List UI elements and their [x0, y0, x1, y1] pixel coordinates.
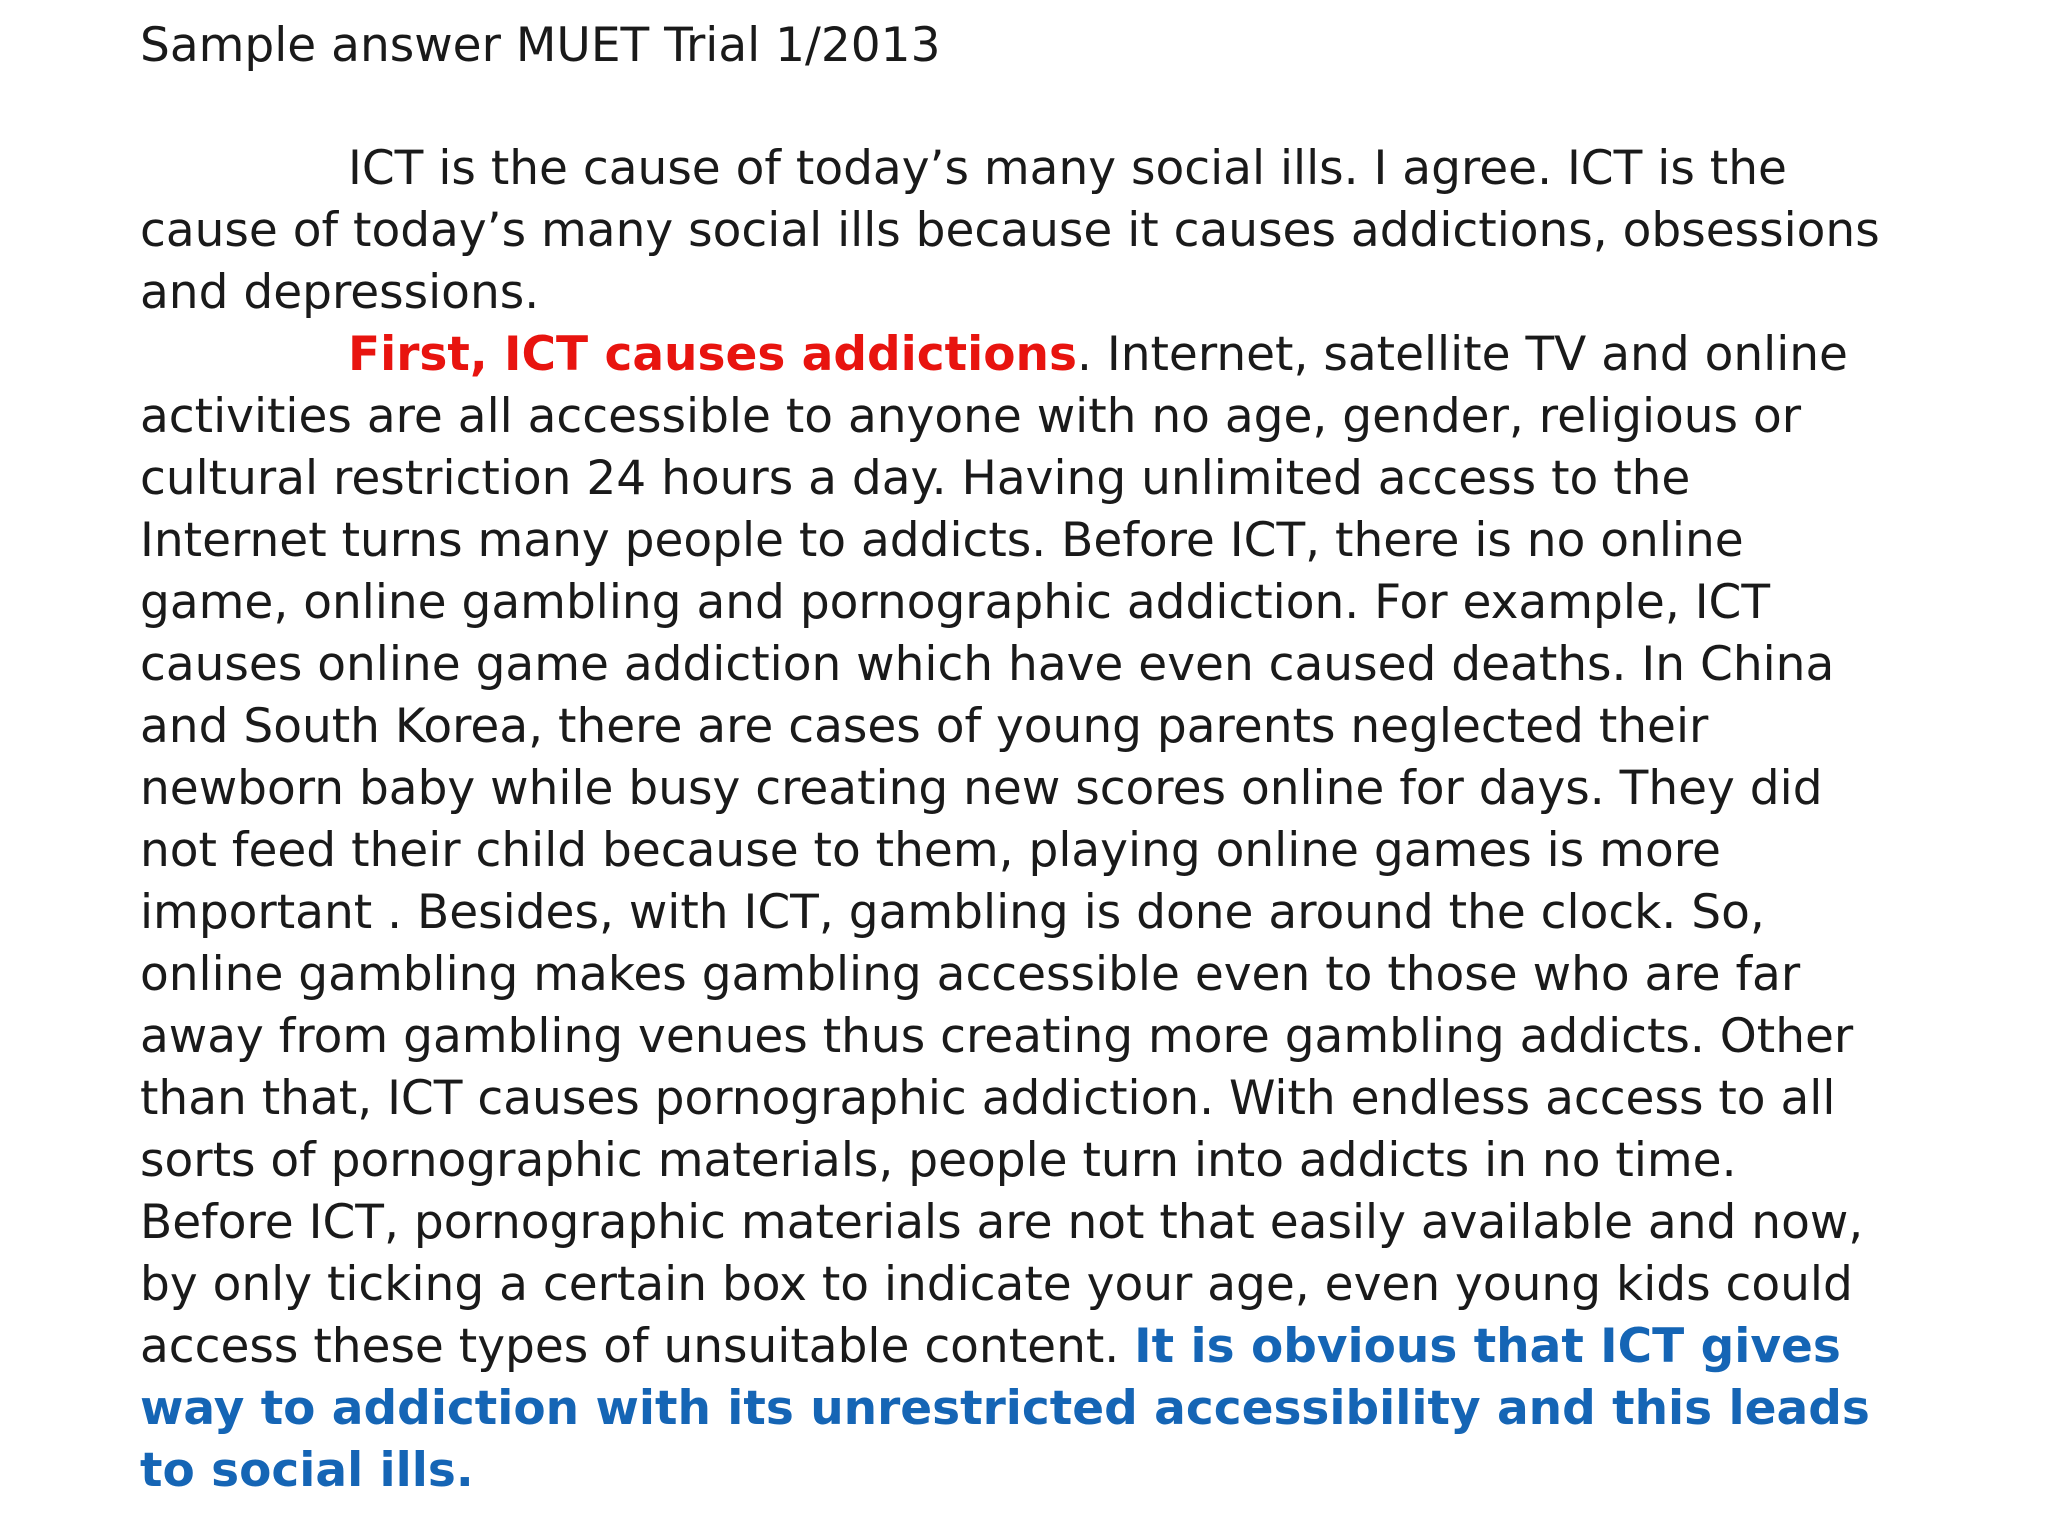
concluding-sentence-line: to social ills.	[140, 1443, 474, 1498]
topic-sentence: First, ICT causes addictions	[348, 327, 1077, 382]
body-last-line-start: access these types of unsuitable content.	[140, 1319, 1135, 1374]
body-line: cultural restriction 24 hours a day. Having unlimited access to the	[140, 451, 1691, 506]
body-line: causes online game addiction which have even caused deaths. In China	[140, 637, 1835, 692]
essay-body	[140, 138, 1880, 1502]
body-line: Internet turns many people to addicts. Before ICT, there is no online	[140, 513, 1744, 568]
body-line: Before ICT, pornographic materials are not that easily available and now,	[140, 1195, 1864, 1250]
document-title: Sample answer MUET Trial 1/2013	[140, 18, 941, 73]
body-first-line	[140, 324, 1860, 386]
body-line: and South Korea, there are cases of young parents neglected their	[140, 699, 1709, 754]
intro-line: cause of today’s many social ills because it causes addictions, obsessions	[140, 203, 1880, 258]
body-line: game, online gambling and pornographic addiction. For example, ICT	[140, 575, 1771, 630]
body-line: not feed their child because to them, playing online games is more	[140, 823, 1721, 878]
body-line: newborn baby while busy creating new scores online for days. They did	[140, 761, 1823, 816]
body-line: than that, ICT causes pornographic addiction. With endless access to all	[140, 1071, 1836, 1126]
body-line: away from gambling venues thus creating more gambling addicts. Other	[140, 1009, 1854, 1064]
intro-line: and depressions.	[140, 265, 540, 320]
body-line: important . Besides, with ICT, gambling is done around the clock. So,	[140, 885, 1765, 940]
body-line: sorts of pornographic materials, people turn into addicts in no time.	[140, 1133, 1737, 1188]
body-line: online gambling makes gambling accessible even to those who are far	[140, 947, 1801, 1002]
concluding-sentence-line: way to addiction with its unrestricted accessibility and this leads	[140, 1381, 1870, 1436]
body-last-line	[140, 1316, 1860, 1378]
body-line: activities are all accessible to anyone with no age, gender, religious or	[140, 389, 1802, 444]
concluding-sentence: It is obvious that ICT gives	[1134, 1319, 1841, 1374]
body-line: by only ticking a certain box to indicate your age, even young kids could	[140, 1257, 1853, 1312]
intro-line: ICT is the cause of today’s many social ills. I agree. ICT is the	[348, 141, 1787, 196]
body-first-line-rest: . Internet, satellite TV and online	[1076, 327, 1848, 382]
